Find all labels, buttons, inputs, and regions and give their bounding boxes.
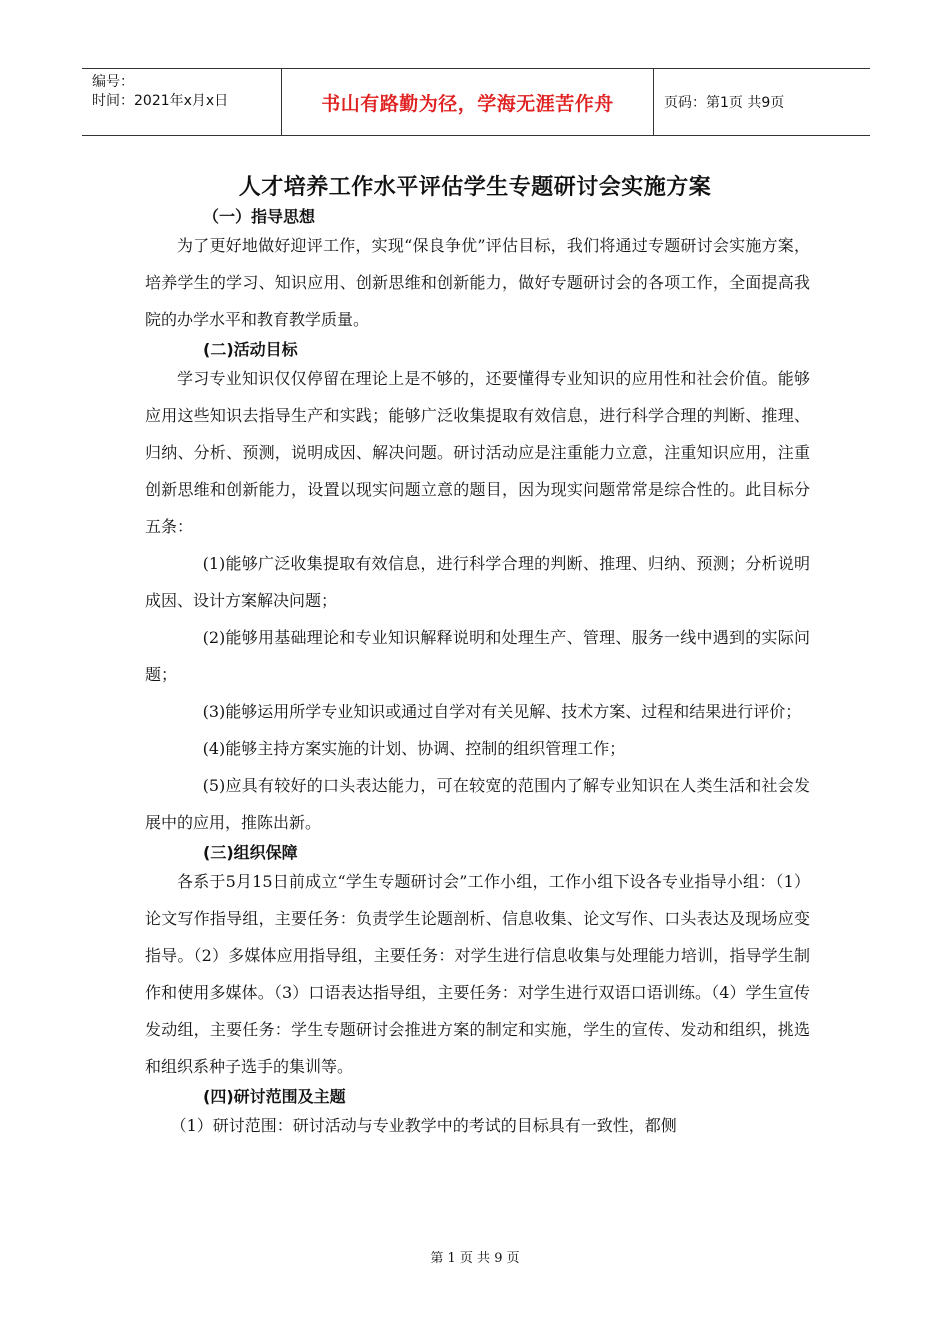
header-page-code: 页码：第1页 共9页 xyxy=(664,95,785,111)
paragraph: 学习专业知识仅仅停留在理论上是不够的，还要懂得专业知识的应用性和社会价值。能够应用这些知识去指导生产和实践；能够广泛收集提取有效信息，进行科学合理的判断、推理、归纳、分析、预测，说明成因、解决问题。研讨活动应是注重能力立意，注重知识应用，注重创新思维和创新能力，设置以现实问题立意的题目，因为现实问题常常是综合性的。此目标分五条： xyxy=(145,369,810,536)
document-body xyxy=(145,205,810,1144)
page-footer: 第 1 页 共 9 页 xyxy=(430,1251,520,1266)
section-heading-activity-goals: (二)活动目标 xyxy=(203,340,298,359)
goal-item-2: (2)能够用基础理论和专业知识解释说明和处理生产、管理、服务一线中遇到的实际问题； xyxy=(145,628,810,684)
goal-item-3: (3)能够运用所学专业知识或通过自学对有关见解、技术方案、过程和结果进行评价； xyxy=(202,702,802,721)
header-motto: 书山有路勤为径，学海无涯苦作舟 xyxy=(282,69,654,135)
document-date: 时间：2021年x月x日 xyxy=(92,93,229,109)
document-number: 编号： xyxy=(92,74,134,90)
paragraph: （1）研讨范围：研讨活动与专业教学中的考试的目标具有一致性，都侧 xyxy=(170,1116,677,1135)
goal-item-5: (5)应具有较好的口头表达能力，可在较宽的范围内了解专业知识在人类生活和社会发展中的应用，推陈出新。 xyxy=(145,776,810,832)
paragraph: 各系于5月15日前成立“学生专题研讨会”工作小组，工作小组下设各专业指导小组：（1）论文写作指导组，主要任务：负责学生论题剖析、信息收集、论文写作、口头表达及现场应变指导。（2）多媒体应用指导组，主要任务：对学生进行信息收集与处理能力培训，指导学生制作和使用多媒体。（3）口语表达指导组，主要任务：对学生进行双语口语训练。（4）学生宣传发动组，主要任务：学生专题研讨会推进方案的制定和实施，学生的宣传、发动和组织，挑选和组织系种子选手的集训等。 xyxy=(145,872,810,1076)
section-heading-organization: (三)组织保障 xyxy=(203,843,298,862)
header-table xyxy=(82,68,870,136)
paragraph: 为了更好地做好迎评工作，实现“保良争优”评估目标，我们将通过专题研讨会实施方案，培养学生的学习、知识应用、创新思维和创新能力，做好专题研讨会的各项工作，全面提高我院的办学水平和教育教学质量。 xyxy=(145,236,810,329)
document-title: 人才培养工作水平评估学生专题研讨会实施方案 xyxy=(238,175,712,200)
header-meta-cell xyxy=(82,69,282,135)
section-heading-scope-and-topics: (四)研讨范围及主题 xyxy=(203,1087,346,1106)
section-heading-guiding-ideology: （一）指导思想 xyxy=(203,207,316,226)
goal-item-1: (1)能够广泛收集提取有效信息，进行科学合理的判断、推理、归纳、预测；分析说明成因、设计方案解决问题； xyxy=(145,554,810,610)
goal-item-4: (4)能够主持方案实施的计划、协调、控制的组织管理工作； xyxy=(202,739,626,758)
